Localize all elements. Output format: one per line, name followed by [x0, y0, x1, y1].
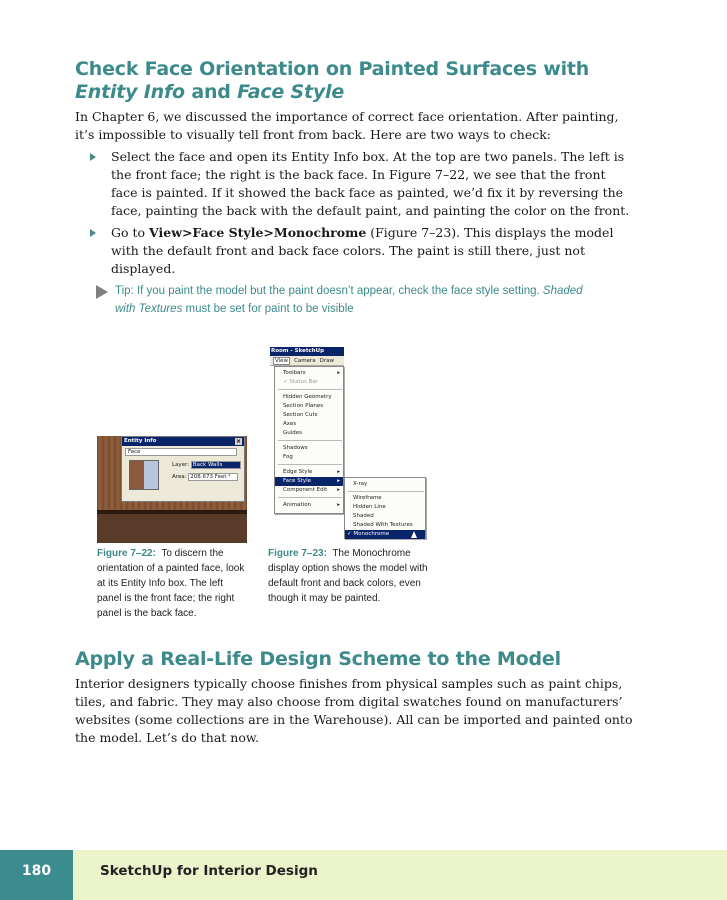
caption-label: Figure 7–22:: [97, 548, 156, 559]
menu-item-label: Edge Style: [283, 469, 313, 475]
face-style-submenu: [344, 477, 426, 539]
menu-item-wireframe[interactable]: Wireframe: [353, 495, 382, 501]
caption-text: To discern the orientation of a painted face, look at its Entity Info box. The left panel is the front face; the right panel is the back face.: [97, 548, 245, 619]
menu-separator: [348, 491, 424, 492]
menu-separator: [278, 464, 342, 465]
menu-item-label: Component Edit: [283, 487, 328, 493]
list-item-text: Select the face and open its Entity Info box. At the top are two panels. The left is the front face; the right is the back face. In Figure 7–22, we see that the front face is painted. If it showed the back face as painted, we’d fix it by reversing the face, painting the back with the default paint, and painting the color on the front.: [111, 149, 630, 218]
caption-label: Figure 7–23:: [268, 548, 327, 559]
tip-suffix: must be set for paint to be visible: [185, 303, 354, 315]
menu-item-axes[interactable]: Axes: [283, 421, 297, 427]
menu-separator: [278, 497, 342, 498]
section-heading-face-orientation: [75, 58, 635, 104]
entity-info-dialog: [121, 436, 245, 502]
submenu-arrow-icon: ▸: [337, 370, 340, 376]
menu-item-xray[interactable]: X-ray: [353, 481, 368, 487]
tip-triangle-icon: [96, 285, 108, 299]
list-item: [90, 148, 635, 220]
design-scheme-paragraph: Interior designers typically choose finishes from physical samples such as paint chips, tiles, and fabric. They may also choose from digital swatches found on manufacturers’ websites (some collections are in the Warehouse). All can be imported and painted onto the model. Let’s do that now.: [75, 676, 633, 745]
menu-item-label: Toolbars: [283, 370, 306, 376]
area-label: Area:: [172, 474, 187, 480]
mouse-cursor-icon: [411, 531, 417, 538]
menu-draw[interactable]: Draw: [319, 358, 335, 364]
window-title: Room - SketchUp: [270, 347, 344, 356]
menu-item-edge-style[interactable]: [275, 468, 343, 477]
heading-text: and: [184, 81, 238, 103]
submenu-arrow-icon: ▸: [337, 478, 340, 484]
heading-italic-face-style: Face Style: [237, 81, 345, 103]
bullet-arrow-icon: [90, 153, 96, 161]
book-title: SketchUp for Interior Design: [100, 863, 318, 879]
list-item: [90, 224, 635, 278]
submenu-arrow-icon: ▸: [337, 502, 340, 508]
menu-item-section-planes[interactable]: Section Planes: [283, 403, 324, 409]
layer-row: [172, 461, 242, 469]
tip-box: [96, 282, 596, 318]
menu-item-toolbars[interactable]: [275, 369, 343, 378]
checks-list: [90, 148, 635, 282]
menu-item-label: Animation: [283, 502, 312, 508]
menu-separator: [278, 389, 342, 390]
menu-view[interactable]: View: [275, 358, 289, 364]
layer-label: Layer:: [172, 462, 190, 468]
tip-text: [115, 282, 596, 318]
menu-item-section-cuts[interactable]: Section Cuts: [283, 412, 318, 418]
menu-item-shaded-with-textures[interactable]: Shaded With Textures: [353, 522, 413, 528]
area-row: [172, 473, 242, 481]
face-type-field: Face: [125, 448, 237, 456]
menu-item-shaded[interactable]: Shaded: [353, 513, 374, 519]
intro-paragraph: In Chapter 6, we discussed the importance of correct face orientation. After painting, it’s impossible to visually tell front from back. Here are two ways to check:: [75, 109, 619, 142]
close-icon[interactable]: ×: [235, 438, 242, 445]
figure-7-23-caption: [268, 546, 428, 606]
section-heading-design-scheme: Apply a Real-Life Design Scheme to the Model: [75, 648, 561, 670]
face-color-swatch[interactable]: [129, 460, 159, 490]
heading-italic-entity-info: Entity Info: [75, 81, 185, 103]
page-footer: [0, 850, 727, 900]
menu-camera[interactable]: Camera: [294, 358, 316, 364]
figure-7-22-caption: [97, 546, 247, 621]
figure-7-22-screenshot: [97, 436, 247, 543]
submenu-arrow-icon: ▸: [337, 469, 340, 475]
view-menu: [274, 366, 344, 514]
menu-item-guides[interactable]: Guides: [283, 430, 303, 436]
menu-item-label: Face Style: [283, 478, 311, 484]
menu-item-hidden-line[interactable]: Hidden Line: [353, 504, 386, 510]
heading-text: Check Face Orientation on Painted Surfaces with: [75, 58, 590, 80]
figure-7-23-screenshot: [270, 347, 430, 543]
area-field: 208.673 Feet ²: [188, 473, 238, 481]
menu-path: View>Face Style>Monochrome: [149, 225, 367, 240]
menu-separator: [278, 440, 342, 441]
menu-item-component-edit[interactable]: [275, 486, 343, 495]
floor: [97, 514, 247, 543]
menu-item-monochrome[interactable]: ✓ Monochrome: [345, 530, 425, 539]
menu-item-fog[interactable]: Fog: [283, 454, 293, 460]
tip-prefix: Tip: If you paint the model but the paint doesn’t appear, check the face style setting.: [115, 285, 543, 297]
submenu-arrow-icon: ▸: [337, 487, 340, 493]
tip-italic: Shaded with Textures: [115, 285, 583, 315]
list-item-text: (Figure 7–23). This displays the model with the default front and back face colors. The paint is still there, just not displayed.: [111, 225, 614, 276]
page-number: 180: [0, 850, 73, 900]
layer-select[interactable]: Back Walls: [191, 461, 241, 469]
menu-item-hidden-geometry[interactable]: Hidden Geometry: [283, 394, 332, 400]
menu-item-shadows[interactable]: Shadows: [283, 445, 308, 451]
caption-text: The Monochrome display option shows the model with default front and back colors, even though it may be painted.: [268, 548, 428, 604]
menu-item-status-bar[interactable]: ✓ Status Bar: [283, 379, 319, 385]
list-item-text: Go to: [111, 225, 150, 240]
menubar: [270, 356, 344, 366]
menu-item-face-style[interactable]: [275, 477, 343, 486]
menu-item-animation[interactable]: [275, 501, 343, 510]
bullet-arrow-icon: [90, 229, 96, 237]
dialog-titlebar: [122, 437, 244, 446]
dialog-title: Entity Info: [124, 438, 157, 444]
